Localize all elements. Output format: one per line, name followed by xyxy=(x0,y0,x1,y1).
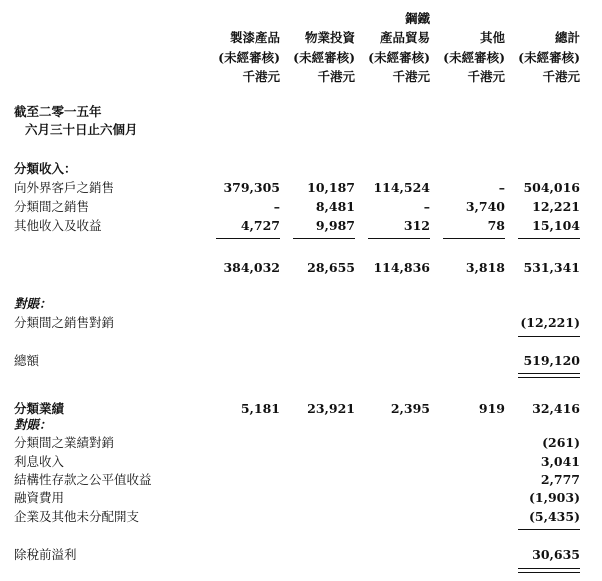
row-label: 向外界客戶之銷售 xyxy=(14,180,115,195)
cell-property: 9,987 xyxy=(315,218,355,233)
segment-results-label: 分類業績 xyxy=(14,401,65,416)
header-steel-line1: 鋼鐵 xyxy=(404,11,430,26)
cell-steel: 312 xyxy=(403,218,430,233)
total-value: 519,120 xyxy=(523,353,580,368)
cell-property: 10,187 xyxy=(307,180,355,195)
results-property: 23,921 xyxy=(307,401,355,416)
subtotal-paint: 384,032 xyxy=(223,260,280,275)
period-title: 截至二零一五年 xyxy=(14,104,102,119)
subtotal-steel: 114,836 xyxy=(373,260,430,275)
elimination-label: 分類間之銷售對銷 xyxy=(14,315,115,330)
pbt-value: 30,635 xyxy=(532,547,580,562)
header-paint-unit: 千港元 xyxy=(242,69,280,84)
total-label: 總額 xyxy=(14,353,40,368)
header-paint-name: 製漆產品 xyxy=(229,30,280,45)
double-rule-top xyxy=(518,373,580,374)
elimination-value: (12,221) xyxy=(520,315,580,330)
header-property-name: 物業投資 xyxy=(304,30,355,45)
row-value: (1,903) xyxy=(529,490,580,505)
row-label: 利息收入 xyxy=(14,454,65,469)
double-rule-top xyxy=(518,568,580,569)
rule-paint xyxy=(216,238,280,239)
segment-revenue-title: 分類收入： xyxy=(14,161,77,176)
pbt-label: 除稅前溢利 xyxy=(14,547,77,562)
header-total-unit: 千港元 xyxy=(542,69,580,84)
header-steel-name: 產品貿易 xyxy=(379,30,430,45)
rule-others xyxy=(443,238,505,239)
header-steel-unit: 千港元 xyxy=(392,69,430,84)
row-label: 結構性存款之公平值收益 xyxy=(14,472,152,487)
rule-property xyxy=(293,238,355,239)
row-label: 其他收入及收益 xyxy=(14,218,102,233)
header-paint-audit: (未經審核) xyxy=(218,50,280,65)
cell-paint: 4,727 xyxy=(240,218,280,233)
results-steel: 2,395 xyxy=(390,401,430,416)
cell-steel: 114,524 xyxy=(373,180,430,195)
results-total: 32,416 xyxy=(532,401,580,416)
cell-others: 3,740 xyxy=(465,199,505,214)
double-rule-bottom xyxy=(518,377,580,378)
header-total-name: 總計 xyxy=(554,30,580,45)
reconciliation-label: 對賬： xyxy=(14,296,52,311)
cell-paint: – xyxy=(273,199,280,214)
cell-others: 78 xyxy=(487,218,505,233)
rule-total xyxy=(518,238,580,239)
cell-property: 8,481 xyxy=(315,199,355,214)
header-steel-audit: (未經審核) xyxy=(368,50,430,65)
row-value: 2,777 xyxy=(540,472,580,487)
header-others-name: 其他 xyxy=(479,30,505,45)
rule-elimination xyxy=(518,336,580,337)
rule-results xyxy=(518,529,580,530)
cell-total: 504,016 xyxy=(523,180,580,195)
cell-paint: 379,305 xyxy=(223,180,280,195)
header-others-audit: (未經審核) xyxy=(443,50,505,65)
row-label: 融資費用 xyxy=(14,490,65,505)
header-property-unit: 千港元 xyxy=(317,69,355,84)
results-others: 919 xyxy=(478,401,505,416)
subtotal-others: 3,818 xyxy=(465,260,505,275)
cell-others: – xyxy=(498,180,505,195)
subtotal-property: 28,655 xyxy=(307,260,355,275)
subtotal-total: 531,341 xyxy=(523,260,580,275)
row-label: 分類間之業績對銷 xyxy=(14,435,115,450)
header-others-unit: 千港元 xyxy=(467,69,505,84)
row-value: (5,435) xyxy=(529,509,580,524)
cell-total: 12,221 xyxy=(532,199,580,214)
header-property-audit: (未經審核) xyxy=(293,50,355,65)
cell-total: 15,104 xyxy=(532,218,580,233)
results-paint: 5,181 xyxy=(240,401,280,416)
row-value: (261) xyxy=(542,435,580,450)
row-label: 分類間之銷售 xyxy=(14,199,90,214)
cell-steel: – xyxy=(423,199,430,214)
row-value: 3,041 xyxy=(540,454,580,469)
period-subtitle: 六月三十日止六個月 xyxy=(25,122,138,137)
double-rule-bottom xyxy=(518,572,580,573)
row-label: 企業及其他未分配開支 xyxy=(14,509,140,524)
rule-steel xyxy=(368,238,430,239)
reconciliation2-label: 對賬： xyxy=(14,417,52,432)
header-total-audit: (未經審核) xyxy=(518,50,580,65)
